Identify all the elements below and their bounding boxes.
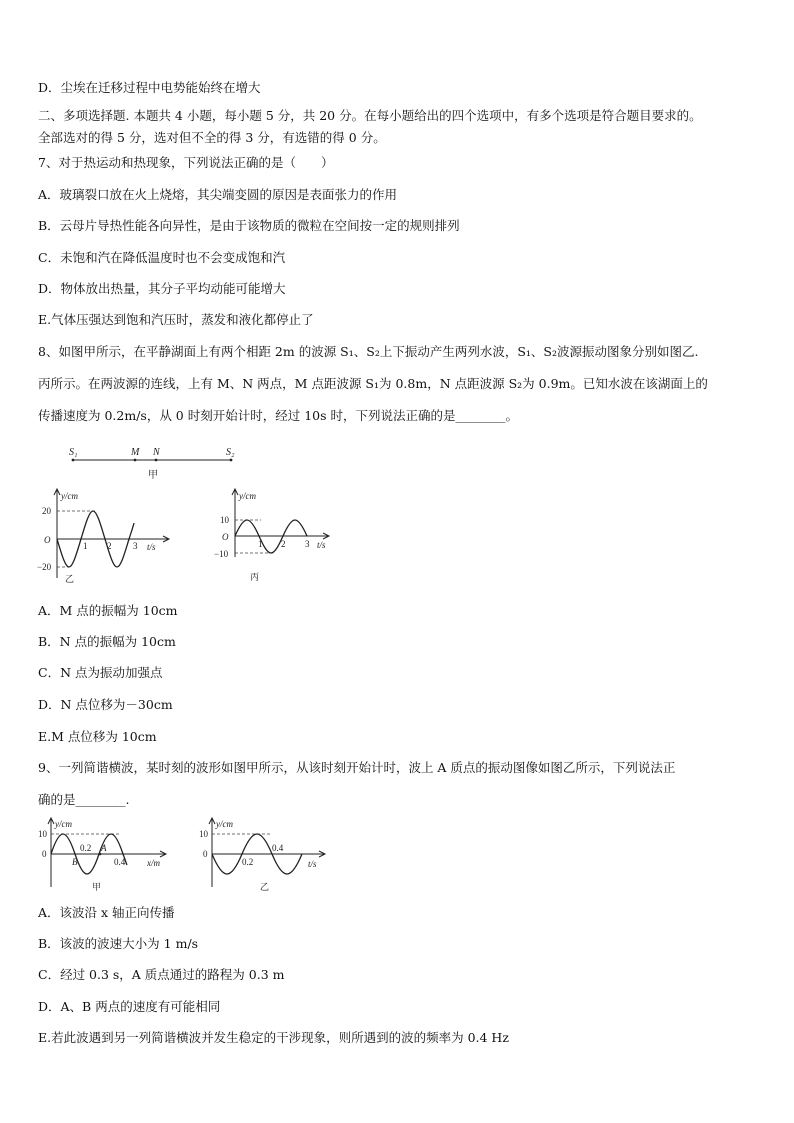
label-s1: S₁ <box>69 447 78 458</box>
q8-option-e: E.M 点位移为 10cm <box>38 729 157 744</box>
q9-option-e: E.若此波遇到另一列简谐横波并发生稳定的干涉现象，则所遇到的波的频率为 0.4 Hz <box>38 1030 509 1045</box>
caption-yi: 乙 <box>260 882 270 892</box>
tick-1: 1 <box>83 541 88 551</box>
tick-top: 10 <box>220 515 229 525</box>
figure-s2-vibration-graph <box>210 485 340 585</box>
label-m: M <box>131 447 140 458</box>
q8-option-d: D．N 点位移为－30cm <box>38 697 173 712</box>
section-rules: 全部选对的得 5 分，选对但不全的得 3 分，有选错的得 0 分。 <box>38 130 386 145</box>
q7-stem: 7、对于热运动和热现象，下列说法正确的是（ ） <box>38 155 334 170</box>
caption-jia: 甲 <box>148 470 158 481</box>
q8-option-c: C．N 点为振动加强点 <box>38 665 163 680</box>
tick-0.2: 0.2 <box>80 843 92 853</box>
q9-option-c: C．经过 0.3 s，A 质点通过的路程为 0.3 m <box>38 967 285 982</box>
figure-q9-waveform <box>30 815 180 895</box>
label-n: N <box>153 447 160 458</box>
y-axis-label: y/cm <box>61 491 78 501</box>
origin-label: O <box>222 532 229 542</box>
y-axis-label: y/cm <box>239 491 256 501</box>
tick-10: 10 <box>199 829 208 839</box>
q9-option-d: D．A、B 两点的速度有可能相同 <box>38 999 221 1014</box>
q8-stem-1: 8、如图甲所示，在平静湖面上有两个相距 2m 的波源 S₁、S₂上下振动产生两列水波，S₁、S₂波源振动图象分别如图乙. <box>38 344 699 359</box>
tick-2: 2 <box>281 539 286 549</box>
q9-stem-2: 确的是________. <box>38 792 130 807</box>
figure-s1-vibration-graph <box>30 485 180 585</box>
tick-1: 1 <box>258 539 263 549</box>
q8-stem-2: 丙所示。在两波源的连线，上有 M、N 两点，M 点距波源 S₁为 0.8m，N 点距波源 S₂为 0.9m。已知水波在该湖面上的 <box>38 376 708 391</box>
q8-option-b: B．N 点的振幅为 10cm <box>38 634 176 649</box>
x-axis-label: t/s <box>147 542 156 552</box>
label-s2: S₂ <box>226 447 235 458</box>
point-b-label: B <box>72 857 78 867</box>
q8-stem-3: 传播速度为 0.2m/s，从 0 时刻开始计时，经过 10s 时，下列说法正确的是________。 <box>38 408 518 423</box>
q7-option-a: A．玻璃裂口放在火上烧熔，其尖端变圆的原因是表面张力的作用 <box>38 187 398 202</box>
tick-2: 2 <box>107 541 112 551</box>
section-header: 二、多项选择题. 本题共 4 小题，每小题 5 分，共 20 分。在每小题给出的四个选项中，有多个选项是符合题目要求的。 <box>38 108 702 123</box>
tick-0.4: 0.4 <box>114 857 126 867</box>
tick-0.2: 0.2 <box>242 857 254 867</box>
tick-top: 20 <box>42 506 51 516</box>
x-axis-label: t/s <box>317 540 326 550</box>
q9-stem-1: 9、一列简谐横波，某时刻的波形如图甲所示，从该时刻开始计时，波上 A 质点的振动图像如图乙所示，下列说法正 <box>38 760 676 775</box>
tick-10: 10 <box>38 829 47 839</box>
tick-bottom: −20 <box>37 562 52 572</box>
x-axis-label: t/s <box>308 859 317 869</box>
tick-0: 0 <box>42 849 47 859</box>
caption-yi: 乙 <box>65 574 75 584</box>
q7-option-b: B．云母片导热性能各向异性，是由于该物质的微粒在空间按一定的规则排列 <box>38 218 460 233</box>
figure-q9-vibration-a <box>196 815 336 895</box>
x-axis-label: x/m <box>147 858 160 868</box>
q9-option-a: A．该波沿 x 轴正向传播 <box>38 905 175 920</box>
caption-jia: 甲 <box>92 882 102 892</box>
tick-3: 3 <box>305 539 310 549</box>
tick-0.4: 0.4 <box>272 843 284 853</box>
q8-option-a: A．M 点的振幅为 10cm <box>38 603 178 618</box>
point-a-label: A <box>101 843 107 853</box>
q7-option-e: E.气体压强达到饱和汽压时，蒸发和液化都停止了 <box>38 312 314 327</box>
tick-bottom: −10 <box>214 549 229 559</box>
y-axis-label: y/cm <box>216 819 233 829</box>
q7-option-d: D．物体放出热量，其分子平均动能可能增大 <box>38 281 286 296</box>
q7-option-c: C．未饱和汽在降低温度时也不会变成饱和汽 <box>38 250 286 265</box>
tick-0: 0 <box>203 849 208 859</box>
q9-option-b: B．该波的波速大小为 1 m/s <box>38 936 199 951</box>
tick-3: 3 <box>133 541 138 551</box>
q6-option-d: D．尘埃在迁移过程中电势能始终在增大 <box>38 80 261 95</box>
origin-label: O <box>44 535 51 545</box>
y-axis-label: y/cm <box>55 819 72 829</box>
caption-bing: 丙 <box>250 572 260 582</box>
figure-wave-sources-line <box>60 443 250 483</box>
